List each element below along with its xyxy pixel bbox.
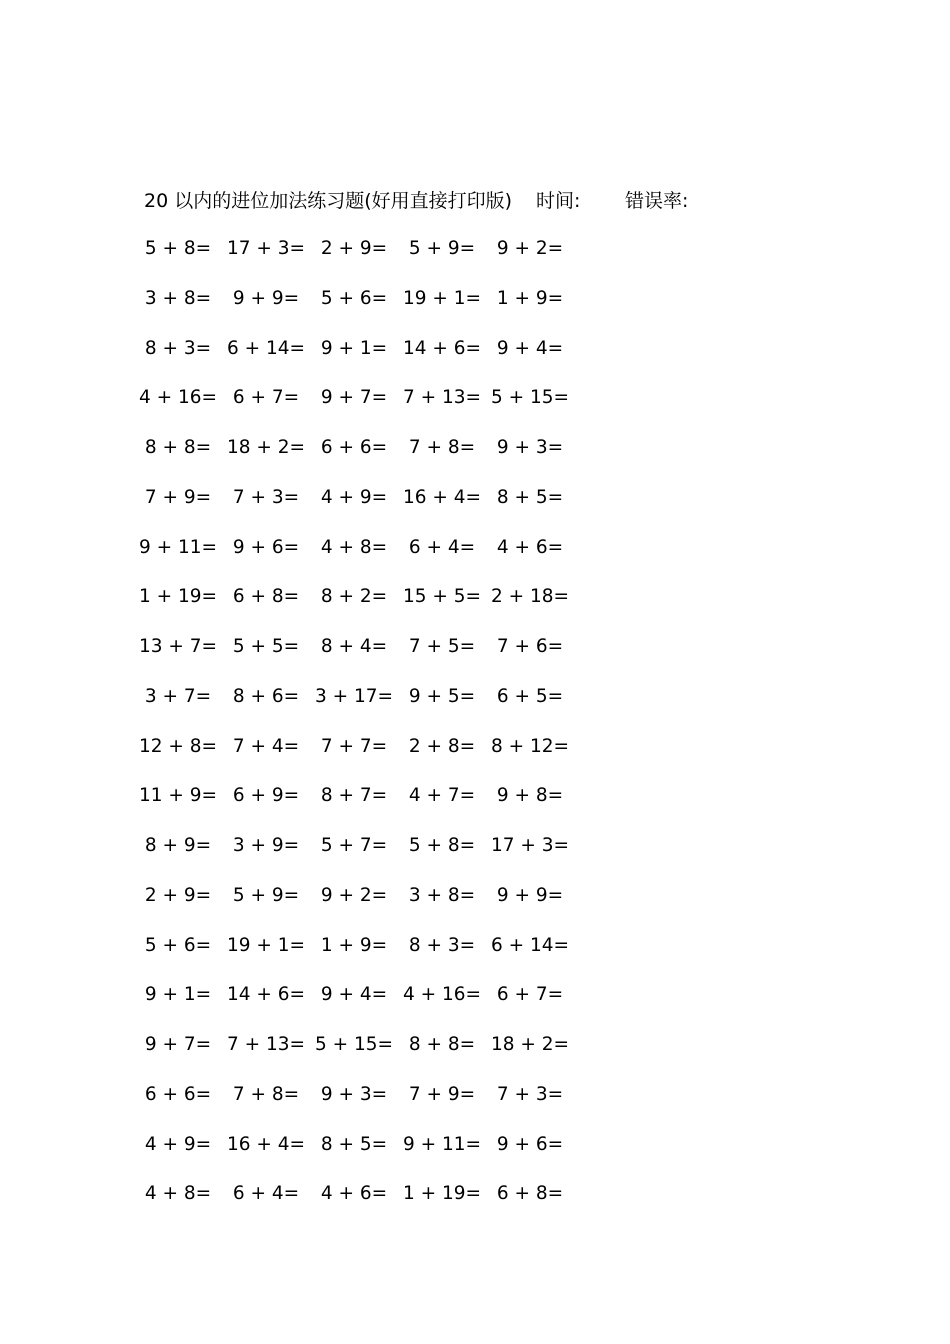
problem-row (0, 433, 950, 463)
problem-cell: 4 + 7= (408, 785, 476, 807)
problem-cell: 9 + 8= (496, 785, 564, 807)
problem-cell: 9 + 9= (496, 884, 564, 906)
problem-row (0, 1030, 950, 1060)
problem-cell: 5 + 6= (144, 934, 212, 956)
problem-row (0, 582, 950, 612)
problem-cell: 9 + 4= (496, 337, 564, 359)
problem-cell: 6 + 4= (232, 1183, 300, 1205)
problem-row (0, 632, 950, 662)
problem-cell: 16 + 4= (402, 486, 482, 508)
problem-row (0, 931, 950, 961)
problem-cell: 17 + 3= (226, 238, 306, 259)
problem-cell: 8 + 8= (144, 437, 212, 458)
problem-cell: 7 + 3= (496, 1083, 564, 1105)
problem-cell: 4 + 6= (496, 536, 564, 558)
problem-cell: 5 + 9= (232, 884, 300, 906)
problem-cell: 18 + 2= (490, 1034, 570, 1055)
problem-cell: 4 + 16= (402, 984, 482, 1006)
problem-cell: 7 + 7= (320, 735, 388, 757)
problem-cell: 6 + 7= (232, 387, 300, 409)
problem-cell: 3 + 17= (314, 685, 394, 707)
problem-cell: 9 + 5= (408, 685, 476, 707)
problem-cell: 6 + 6= (144, 1083, 212, 1105)
problem-cell: 6 + 8= (496, 1183, 564, 1205)
problem-cell: 19 + 1= (226, 934, 306, 956)
problem-cell: 2 + 18= (490, 586, 570, 608)
worksheet-title: 20 以内的进位加法练习题(好用直接打印版) (144, 190, 513, 212)
problem-cell: 7 + 8= (232, 1083, 300, 1105)
worksheet-header (144, 186, 764, 216)
problem-row (0, 383, 950, 413)
problem-cell: 9 + 3= (496, 437, 564, 458)
problem-row (0, 732, 950, 762)
problem-cell: 5 + 5= (232, 636, 300, 657)
problem-cell: 7 + 13= (226, 1034, 306, 1055)
problem-cell: 9 + 11= (138, 536, 218, 558)
problem-cell: 2 + 9= (320, 238, 388, 259)
problem-cell: 18 + 2= (226, 437, 306, 458)
problem-cell: 6 + 14= (490, 934, 570, 956)
problem-cell: 3 + 8= (144, 287, 212, 309)
problem-cell: 8 + 12= (490, 735, 570, 757)
problem-cell: 8 + 5= (320, 1133, 388, 1155)
problem-cell: 2 + 8= (408, 735, 476, 757)
problem-cell: 8 + 7= (320, 785, 388, 807)
problem-cell: 9 + 1= (144, 984, 212, 1006)
problem-cell: 9 + 6= (232, 536, 300, 558)
problem-row (0, 980, 950, 1010)
problem-cell: 1 + 19= (402, 1183, 482, 1205)
problem-cell: 11 + 9= (138, 785, 218, 807)
problem-row (0, 284, 950, 314)
problem-cell: 9 + 6= (496, 1133, 564, 1155)
problem-cell: 14 + 6= (226, 984, 306, 1006)
problem-row (0, 483, 950, 513)
problem-cell: 3 + 8= (408, 884, 476, 906)
problem-cell: 9 + 9= (232, 287, 300, 309)
problem-cell: 1 + 9= (496, 287, 564, 309)
problem-row (0, 831, 950, 861)
problem-cell: 7 + 3= (232, 486, 300, 508)
problem-cell: 6 + 14= (226, 337, 306, 359)
problem-cell: 9 + 11= (402, 1133, 482, 1155)
problem-cell: 9 + 2= (496, 238, 564, 259)
problem-cell: 9 + 4= (320, 984, 388, 1006)
problem-row (0, 533, 950, 563)
problem-row (0, 781, 950, 811)
problem-cell: 4 + 16= (138, 387, 218, 409)
problem-cell: 1 + 19= (138, 586, 218, 608)
problem-cell: 5 + 6= (320, 287, 388, 309)
problem-cell: 8 + 9= (144, 835, 212, 856)
problem-cell: 5 + 9= (408, 238, 476, 259)
problem-cell: 6 + 6= (320, 437, 388, 458)
problem-row (0, 334, 950, 364)
problem-cell: 7 + 13= (402, 387, 482, 409)
problem-row (0, 234, 950, 264)
problem-cell: 7 + 6= (496, 636, 564, 657)
problem-row (0, 1130, 950, 1160)
problem-cell: 6 + 8= (232, 586, 300, 608)
problem-cell: 3 + 7= (144, 685, 212, 707)
problem-cell: 4 + 8= (144, 1183, 212, 1205)
problem-cell: 6 + 9= (232, 785, 300, 807)
problem-cell: 5 + 15= (490, 387, 570, 409)
problem-cell: 5 + 8= (144, 238, 212, 259)
problem-cell: 8 + 5= (496, 486, 564, 508)
time-label: 时间: (536, 190, 581, 212)
problem-cell: 3 + 9= (232, 835, 300, 856)
error-rate-label: 错误率: (625, 190, 689, 212)
problem-cell: 13 + 7= (138, 636, 218, 657)
problem-cell: 8 + 3= (144, 337, 212, 359)
problem-cell: 6 + 4= (408, 536, 476, 558)
problem-cell: 7 + 9= (144, 486, 212, 508)
problem-cell: 17 + 3= (490, 835, 570, 856)
problem-cell: 8 + 6= (232, 685, 300, 707)
problem-cell: 7 + 9= (408, 1083, 476, 1105)
problem-cell: 1 + 9= (320, 934, 388, 956)
problem-cell: 19 + 1= (402, 287, 482, 309)
problem-cell: 9 + 1= (320, 337, 388, 359)
problem-cell: 6 + 5= (496, 685, 564, 707)
problem-row (0, 881, 950, 911)
problem-cell: 4 + 6= (320, 1183, 388, 1205)
problem-cell: 15 + 5= (402, 586, 482, 608)
problem-cell: 8 + 2= (320, 586, 388, 608)
problem-cell: 9 + 3= (320, 1083, 388, 1105)
problem-cell: 4 + 9= (144, 1133, 212, 1155)
problem-cell: 8 + 4= (320, 636, 388, 657)
problem-row (0, 682, 950, 712)
problem-cell: 12 + 8= (138, 735, 218, 757)
problem-row (0, 1080, 950, 1110)
problem-cell: 5 + 15= (314, 1034, 394, 1055)
problem-cell: 8 + 8= (408, 1034, 476, 1055)
problem-cell: 7 + 4= (232, 735, 300, 757)
problem-cell: 4 + 8= (320, 536, 388, 558)
problem-cell: 16 + 4= (226, 1133, 306, 1155)
problem-cell: 9 + 2= (320, 884, 388, 906)
problem-cell: 6 + 7= (496, 984, 564, 1006)
problem-cell: 5 + 7= (320, 835, 388, 856)
problem-cell: 9 + 7= (320, 387, 388, 409)
problem-cell: 7 + 8= (408, 437, 476, 458)
problem-cell: 5 + 8= (408, 835, 476, 856)
problem-cell: 2 + 9= (144, 884, 212, 906)
problem-cell: 7 + 5= (408, 636, 476, 657)
problem-cell: 14 + 6= (402, 337, 482, 359)
problem-cell: 4 + 9= (320, 486, 388, 508)
problem-cell: 8 + 3= (408, 934, 476, 956)
problem-row (0, 1179, 950, 1209)
problem-cell: 9 + 7= (144, 1034, 212, 1055)
